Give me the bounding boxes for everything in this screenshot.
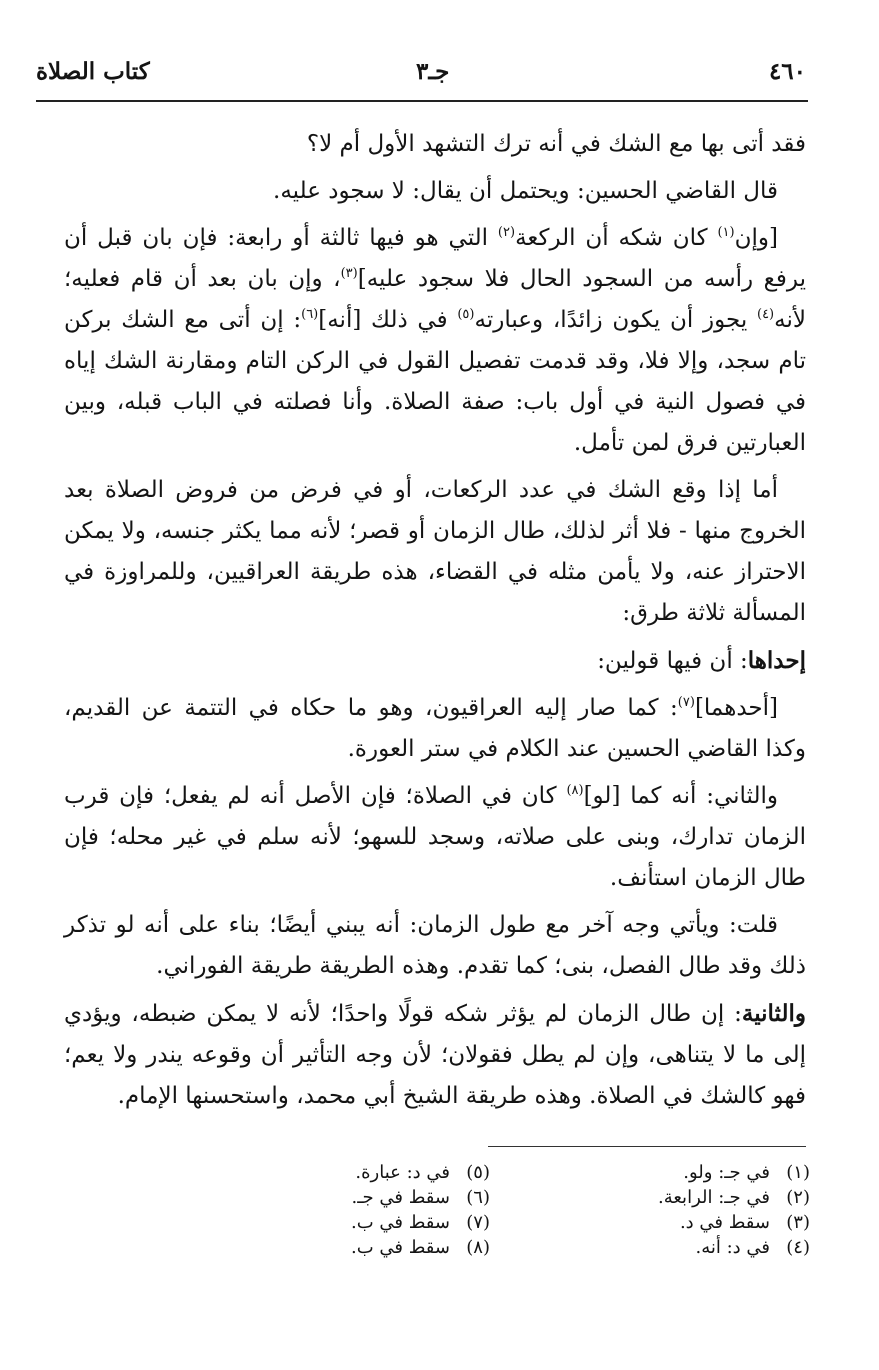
footnotes-column-right bbox=[550, 1160, 810, 1260]
text-run: : إن طال الزمان لم يؤثر شكه قولًا واحدًا؛ لأنه لا يمكن ضبطه، ويؤدي إلى ما لا يتناهى، وإن لم يطل فقولان؛ لأن وجه التأثير أن وقوعه يندر ولا يعم؛ فهو كالشك في الصلاة. وهذه طريقة الشيخ أبي محمد، واستحسنها الإمام. bbox=[64, 1001, 806, 1109]
paragraph bbox=[64, 905, 806, 987]
footnote-number: (٣) bbox=[786, 1212, 810, 1233]
text-run: في ذلك [أنه] bbox=[318, 307, 458, 333]
running-header bbox=[36, 58, 806, 98]
footnote-ref: (٤) bbox=[756, 307, 775, 322]
footnote bbox=[230, 1160, 490, 1185]
footnote-ref: (٢) bbox=[497, 225, 516, 240]
text-run: والثاني: أنه كما [لو] bbox=[583, 783, 778, 809]
paragraph bbox=[64, 640, 806, 682]
footnote-number: (٥) bbox=[466, 1162, 490, 1183]
footnote-text: في د: عبارة. bbox=[355, 1162, 450, 1183]
text-run: كان شكه أن الركعة bbox=[515, 225, 718, 251]
text-run: : كما صار إليه العراقيون، وهو ما حكاه في التتمة عن القديم، وكذا القاضي الحسين عند الكلام في ستر العورة. bbox=[64, 695, 806, 762]
paragraph bbox=[64, 171, 806, 212]
footnote-ref: (١) bbox=[717, 225, 735, 240]
text-run: يجوز أن يكون زائدًا، وعبارته bbox=[474, 307, 757, 333]
footnote-number: (٧) bbox=[466, 1212, 490, 1233]
footnote-ref: (٣) bbox=[340, 266, 358, 281]
text-run: : إن أتى مع الشك بركن تام سجد، وإلا فلا، وقد قدمت تفصيل القول في الركن التام ومقارنة الشك إياه في فصول النية في أول باب: صفة الصلاة. وأنا فصلته في الباب قبله، وبين العبارتين فرق لمن تأمل. bbox=[64, 307, 806, 456]
footnote-ref: (٧) bbox=[677, 695, 695, 710]
header-rule bbox=[36, 100, 808, 102]
text-run: قلت: ويأتي وجه آخر مع طول الزمان: أنه يبني أيضًا؛ بناء على أنه لو تذكر ذلك وقد طال الفصل، بنى؛ كما تقدم. وهذه الطريقة طريقة الفوراني. bbox=[64, 912, 806, 979]
footnote bbox=[230, 1235, 490, 1260]
footnote-number: (١) bbox=[786, 1162, 810, 1183]
paragraph bbox=[64, 993, 806, 1117]
footnote bbox=[550, 1185, 810, 1210]
footnote-text: سقط في ب. bbox=[351, 1237, 450, 1258]
footnote-text: سقط في ب. bbox=[351, 1212, 450, 1233]
footnote-ref: (٦) bbox=[301, 307, 319, 322]
footnote-number: (٨) bbox=[466, 1237, 490, 1258]
paragraph bbox=[64, 776, 806, 899]
footnotes-column-left bbox=[230, 1160, 490, 1260]
footnote-number: (٢) bbox=[786, 1187, 810, 1208]
bold-term: إحداها bbox=[747, 647, 806, 674]
footnote-text: في جـ: الرابعة. bbox=[658, 1187, 770, 1208]
footnote bbox=[230, 1210, 490, 1235]
text-run: كان في الصلاة؛ فإن الأصل أنه لم يفعل؛ فإن قرب الزمان تدارك، وبنى على صلاته، وسجد للسهو؛ لأنه سلم في غير محله؛ فإن طال الزمان استأنف. bbox=[64, 783, 806, 891]
book-title: كتاب الصلاة bbox=[36, 58, 150, 85]
text-run: [وإن bbox=[734, 225, 778, 251]
text-run: التي هو فيها ثالثة أو رابعة: فإن بان قبل أن يرفع رأسه من السجود الحال فلا سجود عليه] bbox=[64, 225, 806, 292]
paragraph bbox=[64, 470, 806, 634]
footnote bbox=[550, 1160, 810, 1185]
volume-label: جـ٣ bbox=[416, 58, 450, 85]
text-run: أما إذا وقع الشك في عدد الركعات، أو في فرض من فروض الصلاة بعد الخروج منها - فلا أثر لذلك، طال الزمان أو قصر؛ لأنه مما يكثر جنسه، ولا يمكن الاحتراز عنه، ولا يأمن مثله في القضاء، هذه طريقة العراقيين، وللمراوزة في المسألة ثلاثة طرق: bbox=[64, 477, 806, 626]
text-run: : أن فيها قولين: bbox=[597, 648, 748, 674]
main-text bbox=[64, 124, 806, 1117]
footnote-number: (٦) bbox=[466, 1187, 490, 1208]
footnote bbox=[550, 1210, 810, 1235]
bold-term: والثانية bbox=[741, 1000, 806, 1027]
paragraph bbox=[64, 688, 806, 770]
footnote-text: في جـ: ولو. bbox=[683, 1162, 770, 1183]
footnote bbox=[230, 1185, 490, 1210]
text-run: فقد أتى بها مع الشك في أنه ترك التشهد الأول أم لا؟ bbox=[306, 131, 806, 157]
footnote bbox=[550, 1235, 810, 1260]
footnote-text: سقط في جـ. bbox=[351, 1187, 450, 1208]
footnote-ref: (٨) bbox=[566, 783, 584, 798]
footnote-number: (٤) bbox=[786, 1237, 810, 1258]
text-run: ، وإن بان بعد أن قام فعليه؛ لأنه bbox=[64, 266, 806, 333]
paragraph bbox=[64, 124, 806, 165]
text-run: قال القاضي الحسين: ويحتمل أن يقال: لا سجود عليه. bbox=[273, 178, 778, 204]
footnote-rule bbox=[488, 1146, 806, 1147]
page-number: ٤٦٠ bbox=[768, 58, 806, 85]
footnote-text: في د: أنه. bbox=[695, 1237, 770, 1258]
footnote-text: سقط في د. bbox=[679, 1212, 770, 1233]
footnote-ref: (٥) bbox=[457, 307, 475, 322]
paragraph bbox=[64, 218, 806, 464]
text-run: [أحدهما] bbox=[694, 695, 778, 721]
